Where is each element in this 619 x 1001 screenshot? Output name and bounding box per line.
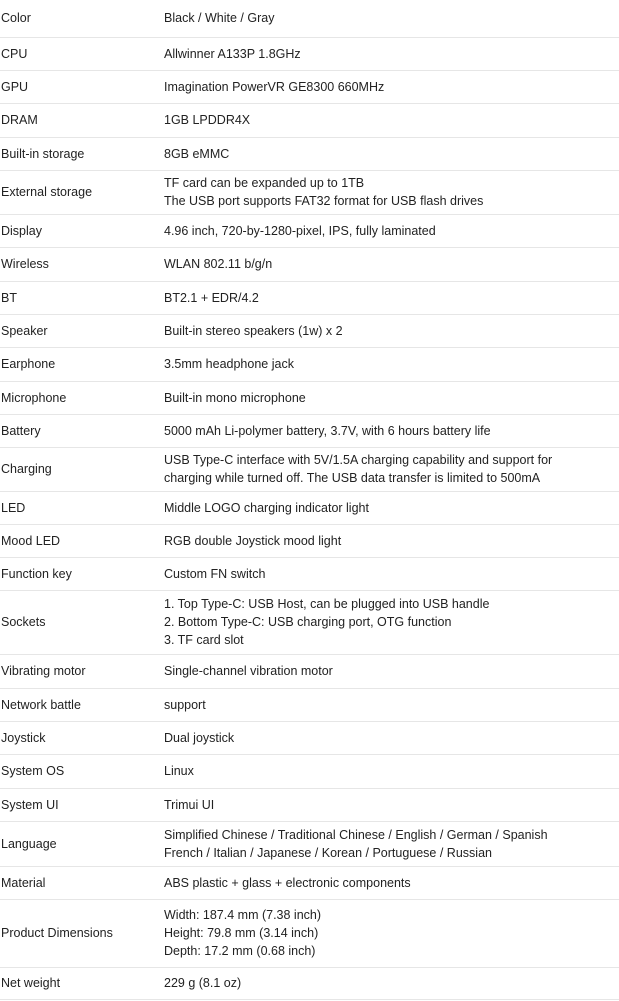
- spec-value: [164, 214, 619, 247]
- spec-value-line: Black / White / Gray: [164, 11, 275, 26]
- spec-value: [164, 137, 619, 170]
- spec-value-line: 229 g (8.1 oz): [164, 976, 242, 990]
- spec-label: LED: [1, 500, 26, 515]
- spec-row: [0, 557, 619, 590]
- spec-value-line: 4.96 inch, 720-by-1280-pixel, IPS, fully laminated: [164, 223, 436, 238]
- spec-value: [164, 0, 619, 37]
- spec-value-line: The USB port supports FAT32 format for USB flash drives: [164, 194, 484, 208]
- spec-value: [164, 247, 619, 281]
- spec-label: Product Dimensions: [1, 926, 113, 940]
- spec-row: [0, 524, 619, 557]
- spec-row: [0, 314, 619, 347]
- spec-label: Speaker: [1, 323, 48, 338]
- spec-value: [164, 381, 619, 414]
- spec-row: [0, 491, 619, 524]
- spec-value-line: French / Italian / Japanese / Korean / Portuguese / Russian: [164, 845, 492, 860]
- spec-label: Sockets: [1, 615, 46, 629]
- spec-label: Color: [1, 11, 31, 26]
- spec-row: [0, 821, 619, 866]
- spec-value-line: WLAN 802.11 b/g/n: [164, 257, 273, 271]
- spec-label: Display: [1, 223, 42, 238]
- spec-row: [0, 137, 619, 170]
- spec-label: Language: [1, 836, 57, 851]
- spec-row: [0, 754, 619, 788]
- spec-value-line: TF card can be expanded up to 1TB: [164, 176, 365, 190]
- spec-value-line: Depth: 17.2 mm (0.68 inch): [164, 944, 316, 958]
- spec-row: [0, 967, 619, 999]
- spec-value-line: RGB double Joystick mood light: [164, 533, 342, 548]
- spec-row: [0, 788, 619, 821]
- spec-row: [0, 590, 619, 654]
- spec-value: [164, 754, 619, 788]
- spec-value-line: Simplified Chinese / Traditional Chinese / English / German / Spanish: [164, 827, 548, 842]
- spec-value-line: USB Type-C interface with 5V/1.5A charging capability and support for: [164, 453, 553, 467]
- spec-value-line: support: [164, 697, 206, 712]
- spec-value-line: charging while turned off. The USB data transfer is limited to 500mA: [164, 471, 541, 485]
- spec-value-line: Built-in mono microphone: [164, 390, 306, 405]
- spec-value: [164, 103, 619, 137]
- spec-label: Material: [1, 875, 46, 890]
- spec-value-line: 2. Bottom Type-C: USB charging port, OTG function: [164, 615, 452, 629]
- spec-value-line: 5000 mAh Li-polymer battery, 3.7V, with 6 hours battery life: [164, 423, 491, 438]
- spec-row: [0, 281, 619, 314]
- spec-label: DRAM: [1, 113, 38, 127]
- spec-value-line: Allwinner A133P 1.8GHz: [164, 46, 301, 61]
- spec-value: [164, 967, 619, 999]
- spec-row: [0, 381, 619, 414]
- spec-row: [0, 866, 619, 899]
- spec-label: Wireless: [1, 257, 49, 271]
- spec-row: [0, 721, 619, 754]
- spec-row: [0, 347, 619, 381]
- spec-value-line: Width: 187.4 mm (7.38 inch): [164, 908, 322, 922]
- spec-value: [164, 590, 619, 654]
- spec-row: [0, 37, 619, 70]
- spec-label: BT: [1, 290, 17, 305]
- spec-value-line: 1GB LPDDR4X: [164, 113, 251, 127]
- spec-label: Network battle: [1, 697, 81, 712]
- spec-value: [164, 414, 619, 447]
- spec-label: Earphone: [1, 357, 56, 371]
- spec-row: [0, 70, 619, 103]
- spec-value: [164, 70, 619, 103]
- spec-row: [0, 447, 619, 491]
- spec-value-line: 3. TF card slot: [164, 633, 244, 647]
- spec-row: [0, 899, 619, 967]
- spec-value-line: 8GB eMMC: [164, 146, 230, 161]
- spec-value-line: Dual joystick: [164, 730, 235, 745]
- spec-value: [164, 688, 619, 721]
- spec-row: [0, 247, 619, 281]
- spec-label: Battery: [1, 423, 41, 438]
- spec-value-line: Middle LOGO charging indicator light: [164, 500, 369, 515]
- spec-label: System UI: [1, 797, 59, 812]
- spec-label: Built-in storage: [1, 146, 85, 161]
- spec-row: [0, 103, 619, 137]
- spec-value: [164, 866, 619, 899]
- spec-label: Vibrating motor: [1, 664, 86, 678]
- spec-value: [164, 447, 619, 491]
- spec-label: Function key: [1, 566, 72, 581]
- spec-label: CPU: [1, 46, 28, 61]
- spec-label: Net weight: [1, 976, 61, 990]
- spec-label: Charging: [1, 462, 52, 476]
- spec-value-line: Linux: [164, 764, 194, 778]
- spec-value-line: 1. Top Type-C: USB Host, can be plugged into USB handle: [164, 597, 490, 611]
- spec-value: [164, 788, 619, 821]
- spec-row: [0, 214, 619, 247]
- spec-row: [0, 0, 619, 37]
- spec-value: [164, 524, 619, 557]
- spec-value: [164, 281, 619, 314]
- spec-label: Joystick: [1, 730, 46, 745]
- spec-value-line: BT2.1 + EDR/4.2: [164, 290, 259, 305]
- spec-row: [0, 688, 619, 721]
- spec-value: [164, 899, 619, 967]
- spec-value-line: Single-channel vibration motor: [164, 664, 333, 678]
- spec-value: [164, 557, 619, 590]
- spec-value: [164, 170, 619, 214]
- spec-value-line: Custom FN switch: [164, 566, 266, 581]
- spec-value: [164, 821, 619, 866]
- spec-row: [0, 414, 619, 447]
- spec-row: [0, 654, 619, 688]
- spec-value: [164, 37, 619, 70]
- spec-label: System OS: [1, 764, 65, 778]
- spec-label: Microphone: [1, 390, 67, 405]
- spec-value: [164, 721, 619, 754]
- spec-value-line: ABS plastic + glass + electronic components: [164, 875, 411, 890]
- spec-value-line: Height: 79.8 mm (3.14 inch): [164, 926, 319, 940]
- spec-row: [0, 170, 619, 214]
- spec-value: [164, 654, 619, 688]
- spec-value: [164, 314, 619, 347]
- spec-value-line: Built-in stereo speakers (1w) x 2: [164, 323, 343, 338]
- spec-label: GPU: [1, 79, 29, 94]
- spec-value-line: 3.5mm headphone jack: [164, 357, 294, 371]
- spec-label: Mood LED: [1, 533, 61, 548]
- spec-value: [164, 491, 619, 524]
- spec-value-line: Imagination PowerVR GE8300 660MHz: [164, 79, 385, 94]
- spec-value-line: Trimui UI: [164, 797, 215, 812]
- spec-label: External storage: [1, 185, 93, 199]
- spec-value: [164, 347, 619, 381]
